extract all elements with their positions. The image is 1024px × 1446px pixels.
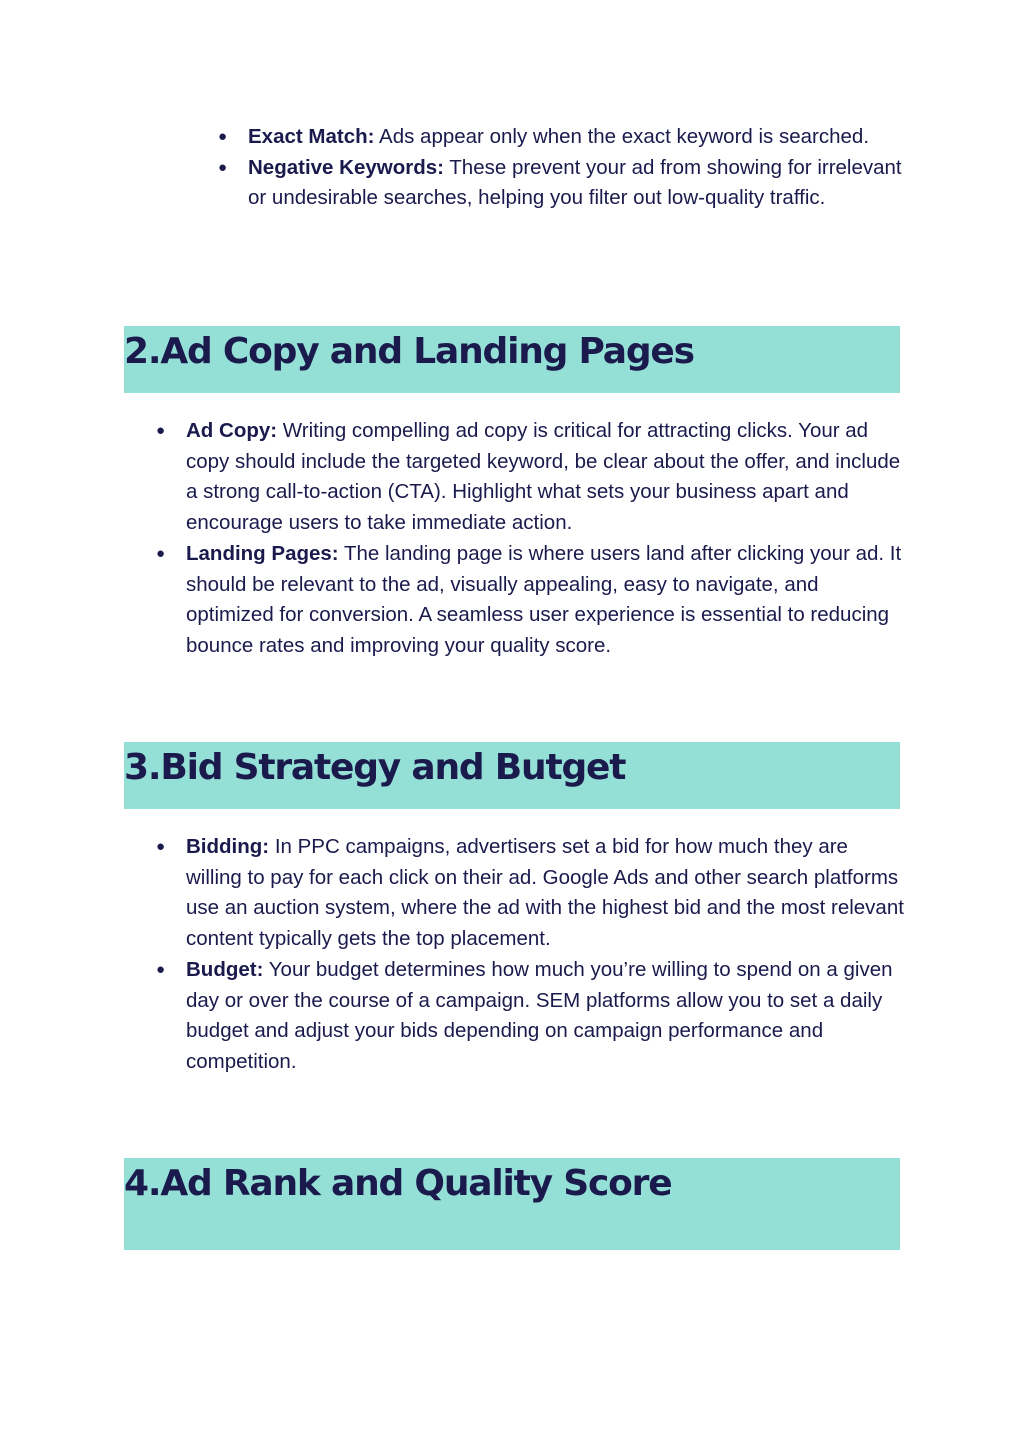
section-heading: 2.Ad Copy and Landing Pages xyxy=(124,331,694,372)
bullet-icon: ● xyxy=(218,128,228,145)
list-item xyxy=(218,153,908,214)
list-item xyxy=(218,122,908,153)
section-heading: 3.Bid Strategy and Butget xyxy=(124,747,626,788)
section-heading-band xyxy=(124,326,900,393)
list-item-text: Ads appear only when the exact keyword is searched. xyxy=(374,125,870,148)
ad-copy-list xyxy=(156,416,906,662)
list-item-term: Bidding: xyxy=(186,835,270,858)
list-item-term: Landing Pages: xyxy=(186,541,339,565)
section-heading-band xyxy=(124,1158,900,1250)
list-item xyxy=(156,539,906,662)
list-item-text: In PPC campaigns, advertisers set a bid for how much they are willing to pay for each click on their ad. Google Ads and other search platforms use an auction system, where the ad with the highest bid and the most relevant content typically gets the top placement. xyxy=(186,835,904,951)
list-item-text: The landing page is where users land after clicking your ad. It should be relevant to the ad, visually appealing, easy to navigate, and optimized for conversion. A seamless user experience is essential to reducing bounce rates and improving your quality score. xyxy=(186,541,902,657)
list-item-term: Budget: xyxy=(186,957,264,981)
bullet-icon: ● xyxy=(156,422,166,439)
keyword-match-list xyxy=(218,122,908,214)
list-item-text: These prevent your ad from showing for irrelevant or undesirable searches, helping you filter out low-quality traffic. xyxy=(248,155,902,210)
section-heading-band xyxy=(124,742,900,809)
bullet-icon: ● xyxy=(156,544,166,562)
list-item-text: Your budget determines how much you’re willing to spend on a given day or over the course of a campaign. SEM platforms allow you to set a daily budget and adjust your bids depending on campaign performance and competition. xyxy=(186,957,893,1073)
bullet-icon: ● xyxy=(156,838,166,855)
bullet-icon: ● xyxy=(156,960,166,978)
list-item xyxy=(156,832,906,955)
bid-strategy-list xyxy=(156,832,906,1078)
section-heading: 4.Ad Rank and Quality Score xyxy=(124,1163,672,1204)
list-item-text: Writing compelling ad copy is critical for attracting clicks. Your ad copy should include the targeted keyword, be clear about the offer, and include a strong call-to-action (CTA). Highlight what sets your business apart and encourage users to take immediate action. xyxy=(186,419,901,535)
list-item-term: Negative Keywords: xyxy=(248,155,444,179)
list-item xyxy=(156,955,906,1078)
list-item-term: Ad Copy: xyxy=(186,419,278,442)
bullet-icon: ● xyxy=(218,158,228,176)
list-item xyxy=(156,416,906,539)
list-item-term: Exact Match: xyxy=(248,125,375,148)
